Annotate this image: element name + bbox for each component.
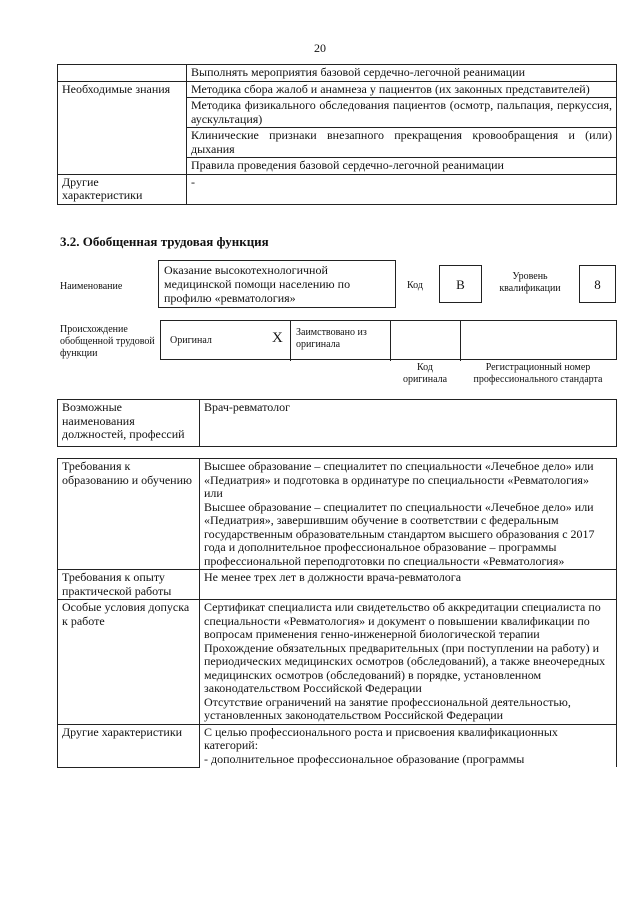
table-row (58, 174, 617, 204)
table-row (58, 400, 617, 447)
table-cell (200, 459, 617, 570)
row-label: Возможные наименования должностей, профессий (58, 400, 200, 447)
table-cell (200, 724, 617, 767)
table-cell (200, 600, 617, 725)
cell-line: Высшее образование – специалитет по специальности «Лечебное дело» или «Педиатрия» и подготовка в ординатуре по специальности «Ревматология» (204, 459, 594, 487)
borrowed-label: Заимствовано из оригинала (296, 327, 367, 350)
table-cell: Врач-ревматолог (200, 400, 617, 447)
table-row (58, 570, 617, 600)
name-label: Наименование (60, 281, 123, 292)
table-row (58, 81, 617, 98)
origin-label: Происхождение обобщенной трудовой функции (60, 324, 155, 359)
function-name-box: Оказание высокотехнологичной медицинской помощи населению по профилю «ревматология» (158, 260, 396, 308)
code-original-caption: Код оригинала (402, 362, 448, 385)
row-label: Требования к образованию и обучению (58, 459, 200, 570)
table-cell: Методика физикального обследования пациентов (осмотр, пальпация, перкуссия, аускультация) (187, 98, 617, 128)
table-row (58, 65, 617, 82)
code-box: B (439, 265, 482, 303)
row-label: Другие характеристики (58, 174, 187, 204)
section-title: 3.2. Обобщенная трудовая функция (60, 234, 269, 249)
row-label: Необходимые знания (58, 81, 187, 174)
page-number: 20 (314, 41, 326, 55)
table-cell: Выполнять мероприятия базовой сердечно-легочной реанимации (187, 65, 617, 82)
level-box: 8 (579, 265, 616, 303)
table-cell: Методика сбора жалоб и анамнеза у пациентов (их законных представителей) (187, 81, 617, 98)
cell-line: Сертификат специалиста или свидетельство об аккредитации специалиста по специальности «Ревматология» и документ о повышении квалификации по вопросам применения генно-инженерной биологической терапии (204, 600, 601, 641)
cell-line: Прохождение обязательных предварительных (при поступлении на работу) и периодических медицинских осмотров (обследований), а также внеочередных медицинских осмотров (обследований) в порядке, установленном законодательством Российской Федерации (204, 640, 606, 695)
row-label (58, 65, 187, 82)
original-mark: X (272, 330, 283, 346)
table-row (58, 459, 617, 570)
positions-table (57, 399, 617, 447)
table-row (58, 600, 617, 725)
row-label: Требования к опыту практической работы (58, 570, 200, 600)
origin-row (160, 320, 617, 360)
table-cell: - (187, 174, 617, 204)
table-row (58, 724, 617, 767)
cell-line: С целью профессионального роста и присвоения квалификационных категорий: (204, 724, 558, 752)
cell-line: Высшее образование – специалитет по специальности «Лечебное дело» или «Педиатрия», завершившим обучение в соответствии с федеральным государственным образовательным стандартом высшего образования с 2017 года и дополнительное профессиональное образование – программы профессиональной переподготовки по специальности «Ревматология» (204, 499, 595, 568)
origin-cell-code (391, 321, 461, 361)
cell-line: Не менее трех лет в должности врача-ревматолога (204, 570, 462, 584)
code-label: Код (407, 280, 423, 291)
cell-line: - дополнительное профессиональное образование (программы (204, 751, 525, 766)
table-cell: Клинические признаки внезапного прекращения кровообращения и (или) дыхания (187, 128, 617, 158)
cell-line: или (204, 486, 223, 500)
reg-number-caption: Регистрационный номер профессионального стандарта (473, 362, 603, 385)
level-label: Уровень квалификации (499, 271, 561, 294)
requirements-table (57, 458, 617, 768)
original-label: Оригинал (170, 335, 212, 346)
table-cell: Правила проведения базовой сердечно-легочной реанимации (187, 158, 617, 175)
row-label: Другие характеристики (58, 724, 200, 767)
row-label: Особые условия допуска к работе (58, 600, 200, 725)
cell-line: Отсутствие ограничений на занятие профессиональной деятельностью, установленных законодательством Российской Федерации (204, 694, 571, 722)
knowledge-table (57, 64, 617, 205)
table-cell (200, 570, 617, 600)
